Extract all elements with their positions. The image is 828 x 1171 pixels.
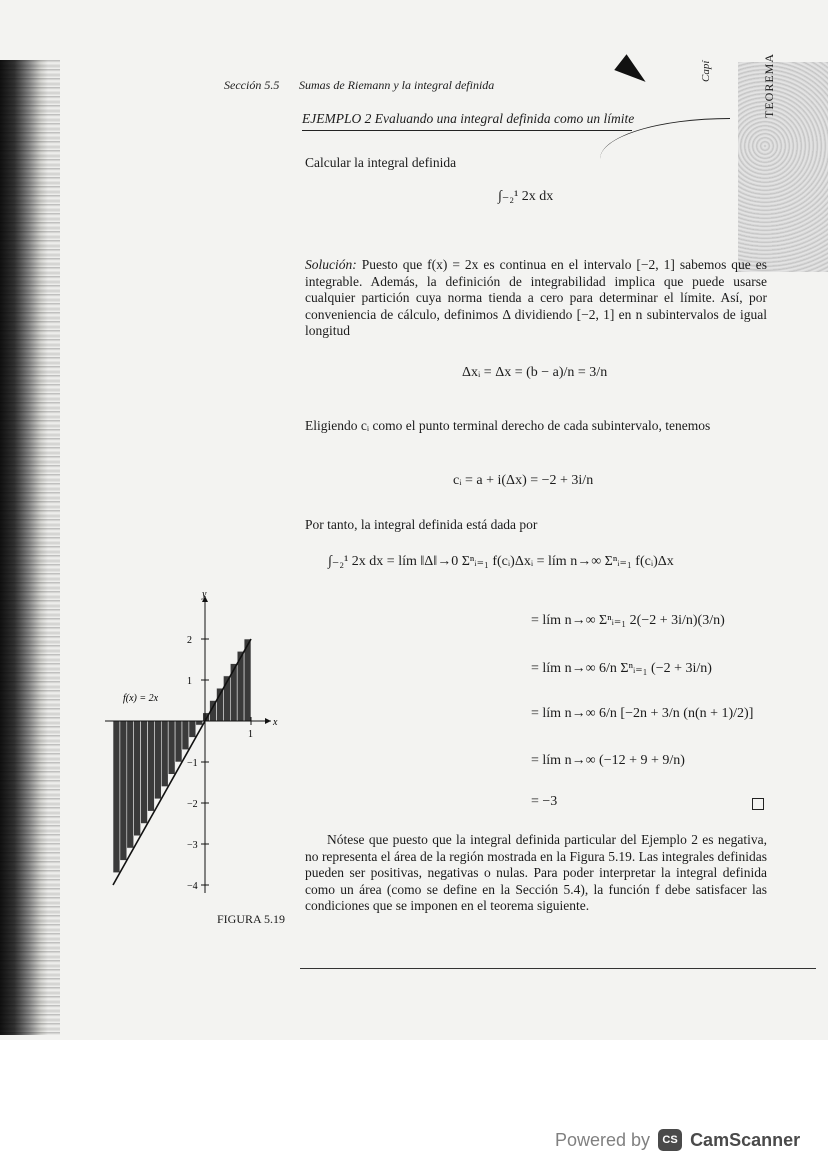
function-label: f(x) = 2x xyxy=(123,693,159,704)
camscanner-logo-icon: CS xyxy=(658,1129,682,1151)
book-spine-texture xyxy=(0,60,60,1035)
equation-chain-line-5: = lím n→∞ (−12 + 9 + 9/n) xyxy=(531,753,685,768)
example-title-underline xyxy=(302,130,632,131)
y-tick-label: 2 xyxy=(187,635,192,646)
equation-chain-result: = −3 xyxy=(531,794,558,809)
riemann-rectangle xyxy=(113,721,120,873)
riemann-rectangle xyxy=(161,721,168,787)
riemann-rectangle xyxy=(127,721,134,848)
y-axis-label: y xyxy=(202,589,207,600)
theorem-margin-panel xyxy=(738,62,828,272)
y-tick-label: −3 xyxy=(187,840,198,851)
riemann-rectangle xyxy=(134,721,141,836)
riemann-rectangle xyxy=(196,721,203,725)
riemann-rectangle xyxy=(154,721,161,799)
riemann-rectangle xyxy=(120,721,127,860)
choosing-paragraph: Eligiendo cᵢ como el punto terminal derecho de cada subintervalo, tenemos xyxy=(305,418,711,433)
chapter-side-tab: Capí xyxy=(700,60,712,82)
example-title: EJEMPLO 2 Evaluando una integral definida como un límite xyxy=(302,111,635,126)
camscanner-brand: CamScanner xyxy=(690,1129,801,1150)
section-title: Sumas de Riemann y la integral definida xyxy=(299,78,495,92)
y-tick-label: −2 xyxy=(187,799,198,810)
figure-caption: FIGURA 5.19 xyxy=(217,912,286,926)
solution-text: Puesto que f(x) = 2x es continua en el intervalo [−2, 1] sabemos que es integrable. Además, la definición de integrabilidad implica que puede usarse cualquier partición cuya norma tienda a cero para determinar el límite. Así, por conveniencia de cálculo, definimos Δ dividiendo [−2, 1] en n subintervalos de igual longitud xyxy=(305,257,767,338)
x-axis-label: x xyxy=(273,717,278,728)
solution-label: Solución: xyxy=(305,257,357,272)
y-tick-label: −4 xyxy=(187,881,198,892)
powered-by-text: Powered by xyxy=(555,1129,651,1150)
ci-equation: cᵢ = a + i(Δx) = −2 + 3i/n xyxy=(453,473,594,488)
x-axis-arrow xyxy=(265,718,271,724)
camscanner-watermark xyxy=(555,1122,815,1158)
equation-chain-line-1: ∫₋₂¹ 2x dx = lím ‖Δ‖→0 Σⁿᵢ₌₁ f(cᵢ)Δxᵢ = lím n→∞ Σⁿᵢ₌₁ f(cᵢ)Δx xyxy=(328,554,674,569)
y-tick-label: −1 xyxy=(187,758,198,769)
riemann-rectangles xyxy=(113,639,251,873)
riemann-rectangle xyxy=(168,721,175,774)
intro-text: Calcular la integral definida xyxy=(305,155,457,170)
note-paragraph: Nótese que puesto que la integral definida particular del Ejemplo 2 es negativa, no representa el área de la región mostrada en la Figura 5.19. Las integrales definidas pueden ser positivas, negativas o nulas. Para poder interpretar la integral definida como un área (como se define en la Sección 5.4), la función f debe satisfacer las condiciones que se imponen en el teorema siguiente. xyxy=(305,832,767,913)
y-tick-label: 1 xyxy=(187,676,192,687)
solution-paragraph xyxy=(305,257,767,340)
theorem-side-tab: TEOREMA xyxy=(762,53,776,118)
delta-equation: Δxᵢ = Δx = (b − a)/n = 3/n xyxy=(462,365,608,380)
riemann-rectangle xyxy=(175,721,182,762)
therefore-paragraph: Por tanto, la integral definida está dada por xyxy=(305,517,538,532)
equation-chain-line-4: = lím n→∞ 6/n [−2n + 3/n (n(n + 1)/2)] xyxy=(531,706,754,721)
riemann-rectangle xyxy=(230,664,237,721)
x-tick-label: 1 xyxy=(248,729,253,740)
equation-chain-line-2: = lím n→∞ Σⁿᵢ₌₁ 2(−2 + 3i/n)(3/n) xyxy=(531,613,725,628)
section-label: Sección 5.5 xyxy=(224,78,280,92)
page-bottom-rule xyxy=(300,968,816,969)
equation-chain-line-3: = lím n→∞ 6/n Σⁿᵢ₌₁ (−2 + 3i/n) xyxy=(531,661,712,676)
riemann-rectangle xyxy=(182,721,189,750)
riemann-rectangle xyxy=(148,721,155,811)
riemann-rectangle xyxy=(244,639,251,721)
figure-5-19-graph xyxy=(95,588,295,898)
riemann-rectangle xyxy=(141,721,148,824)
riemann-rectangle xyxy=(189,721,196,737)
header-arrow-mark xyxy=(614,54,652,89)
integral-equation: ∫₋₂¹ 2x dx xyxy=(498,189,554,204)
end-of-proof-box xyxy=(752,798,764,810)
